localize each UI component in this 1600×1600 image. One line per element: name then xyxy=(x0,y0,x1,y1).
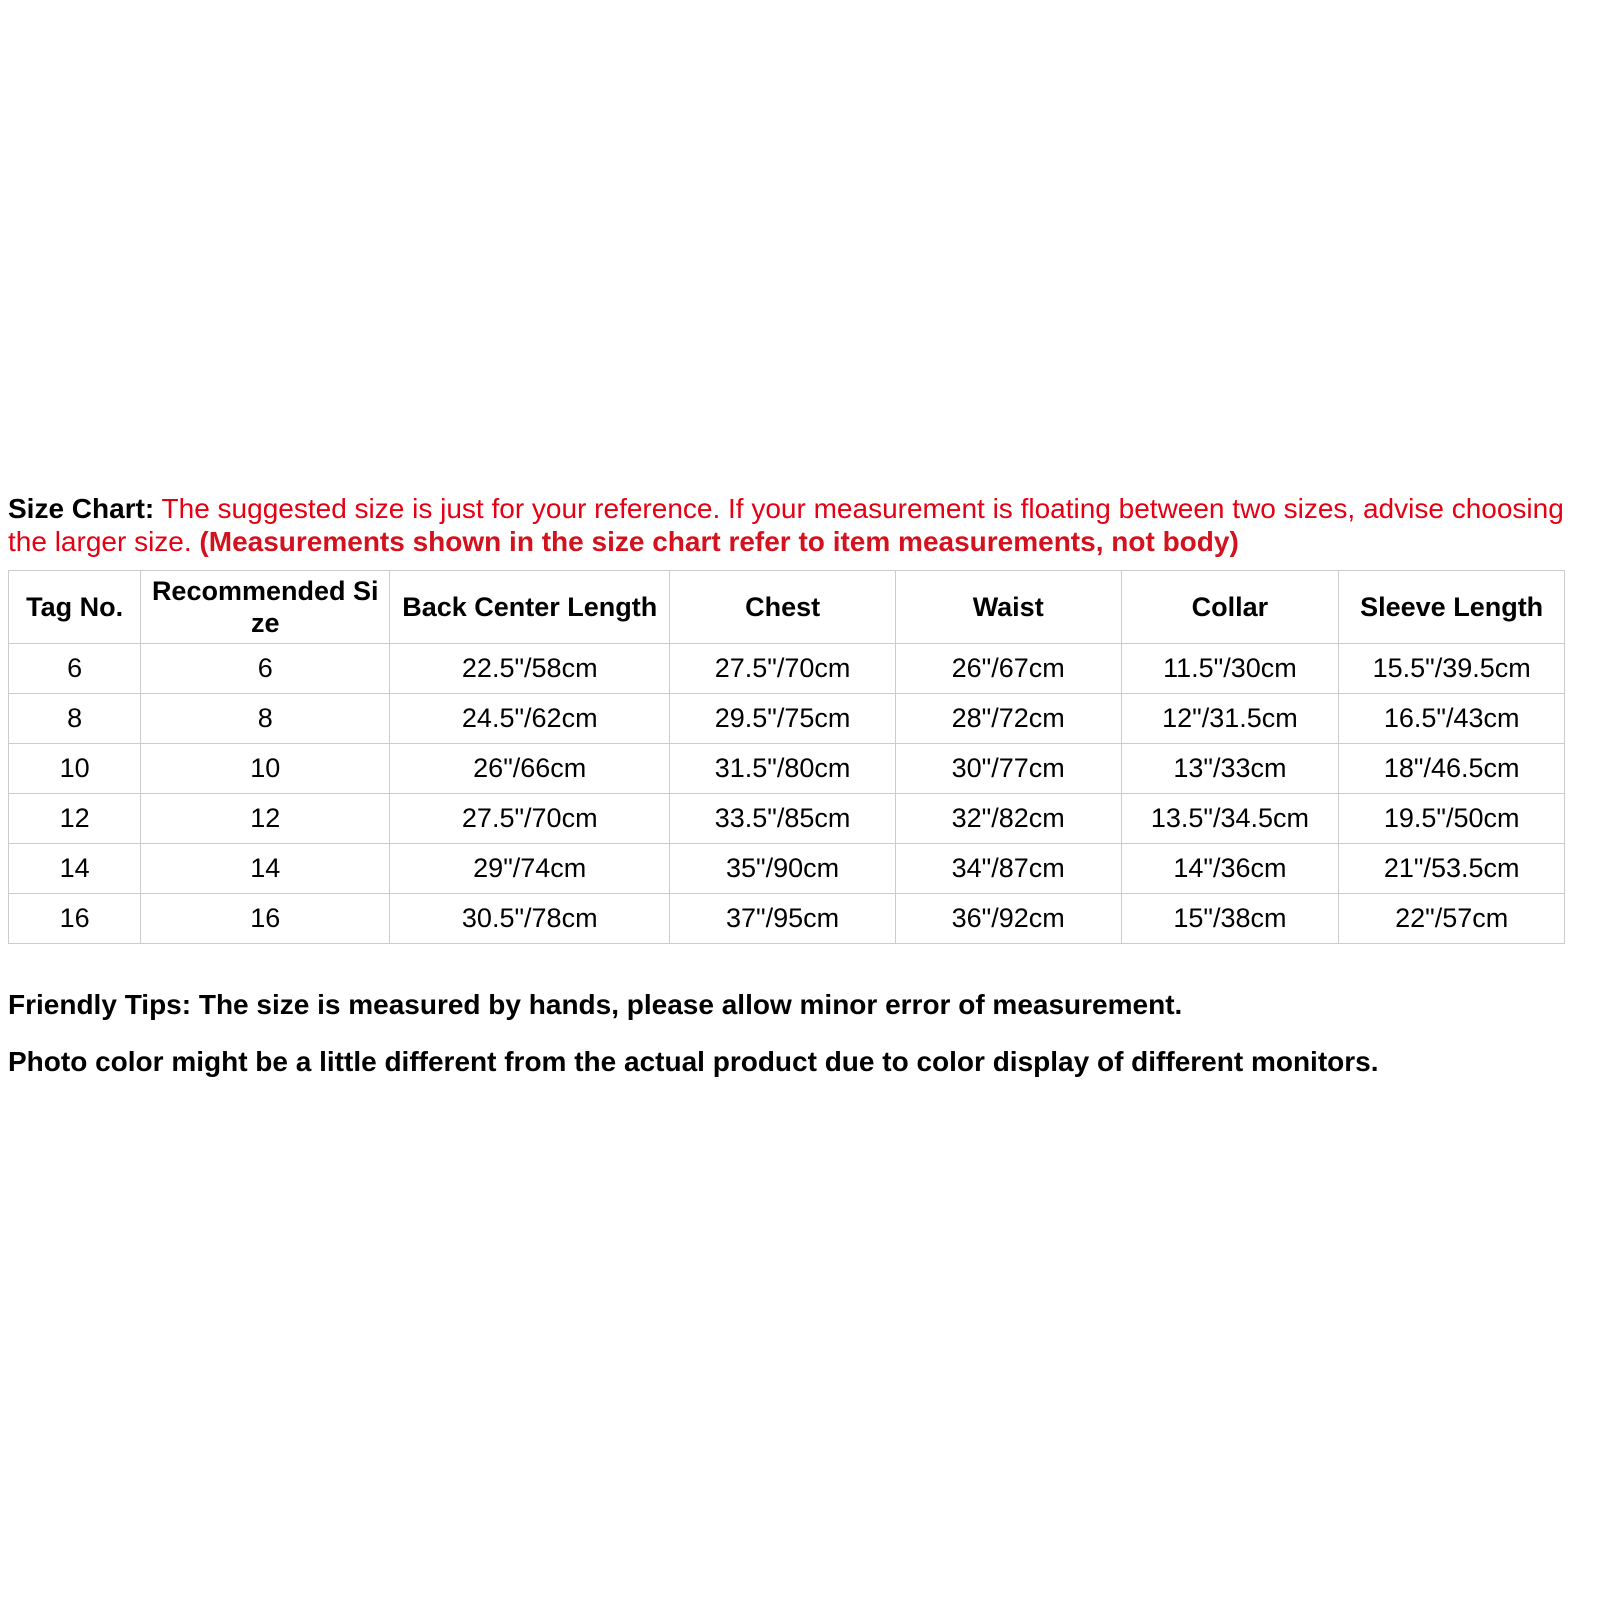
table-cell: 6 xyxy=(141,644,390,694)
table-row xyxy=(9,844,1565,894)
table-cell: 27.5"/70cm xyxy=(670,644,896,694)
table-cell: 29.5"/75cm xyxy=(670,694,896,744)
col-header-tag-no: Tag No. xyxy=(9,571,141,644)
col-header-waist: Waist xyxy=(895,571,1121,644)
table-cell: 13.5"/34.5cm xyxy=(1121,794,1339,844)
table-cell: 31.5"/80cm xyxy=(670,744,896,794)
table-cell: 27.5"/70cm xyxy=(390,794,670,844)
table-row xyxy=(9,794,1565,844)
table-cell: 28"/72cm xyxy=(895,694,1121,744)
table-cell: 8 xyxy=(9,694,141,744)
table-cell: 26"/67cm xyxy=(895,644,1121,694)
table-cell: 16.5"/43cm xyxy=(1339,694,1565,744)
col-header-back-center-length: Back Center Length xyxy=(390,571,670,644)
table-cell: 21"/53.5cm xyxy=(1339,844,1565,894)
table-cell: 14 xyxy=(141,844,390,894)
col-header-sleeve-length: Sleeve Length xyxy=(1339,571,1565,644)
size-chart-note-bold: (Measurements shown in the size chart refer to item measurements, not body) xyxy=(199,526,1239,557)
table-cell: 19.5"/50cm xyxy=(1339,794,1565,844)
table-cell: 29"/74cm xyxy=(390,844,670,894)
table-cell: 16 xyxy=(141,894,390,944)
table-cell: 10 xyxy=(141,744,390,794)
table-cell: 10 xyxy=(9,744,141,794)
header-row xyxy=(9,571,1565,644)
table-cell: 22"/57cm xyxy=(1339,894,1565,944)
tips-section xyxy=(8,988,1565,1078)
table-cell: 32"/82cm xyxy=(895,794,1121,844)
tips-color-difference: Photo color might be a little different from the actual product due to color display of different monitors. xyxy=(8,1046,1379,1077)
size-chart-intro xyxy=(8,492,1565,558)
size-chart-note: The suggested size is just for your reference. If your measurement is floating between two sizes, advise choosing the larger size. xyxy=(8,493,1564,557)
table-cell: 36"/92cm xyxy=(895,894,1121,944)
table-cell: 12 xyxy=(9,794,141,844)
table-cell: 6 xyxy=(9,644,141,694)
table-row xyxy=(9,894,1565,944)
size-chart-table-header xyxy=(9,571,1565,644)
table-cell: 12"/31.5cm xyxy=(1121,694,1339,744)
table-cell: 35"/90cm xyxy=(670,844,896,894)
table-cell: 22.5"/58cm xyxy=(390,644,670,694)
col-header-recommended-size: Recommended Size xyxy=(141,571,390,644)
table-cell: 13"/33cm xyxy=(1121,744,1339,794)
size-chart-table xyxy=(8,570,1565,944)
table-cell: 24.5"/62cm xyxy=(390,694,670,744)
tips-measurement: Friendly Tips: The size is measured by hands, please allow minor error of measurement. xyxy=(8,989,1183,1020)
table-cell: 37"/95cm xyxy=(670,894,896,944)
table-cell: 30.5"/78cm xyxy=(390,894,670,944)
size-chart-table-body xyxy=(9,644,1565,944)
size-chart-label: Size Chart: xyxy=(8,493,155,524)
table-cell: 34"/87cm xyxy=(895,844,1121,894)
table-cell: 15.5"/39.5cm xyxy=(1339,644,1565,694)
table-cell: 11.5"/30cm xyxy=(1121,644,1339,694)
table-cell: 14"/36cm xyxy=(1121,844,1339,894)
table-cell: 33.5"/85cm xyxy=(670,794,896,844)
col-header-chest: Chest xyxy=(670,571,896,644)
table-row xyxy=(9,694,1565,744)
table-cell: 15"/38cm xyxy=(1121,894,1339,944)
table-cell: 30"/77cm xyxy=(895,744,1121,794)
table-cell: 18"/46.5cm xyxy=(1339,744,1565,794)
table-cell: 26"/66cm xyxy=(390,744,670,794)
col-header-collar: Collar xyxy=(1121,571,1339,644)
table-cell: 12 xyxy=(141,794,390,844)
table-cell: 16 xyxy=(9,894,141,944)
table-cell: 8 xyxy=(141,694,390,744)
table-row xyxy=(9,744,1565,794)
table-cell: 14 xyxy=(9,844,141,894)
table-row xyxy=(9,644,1565,694)
